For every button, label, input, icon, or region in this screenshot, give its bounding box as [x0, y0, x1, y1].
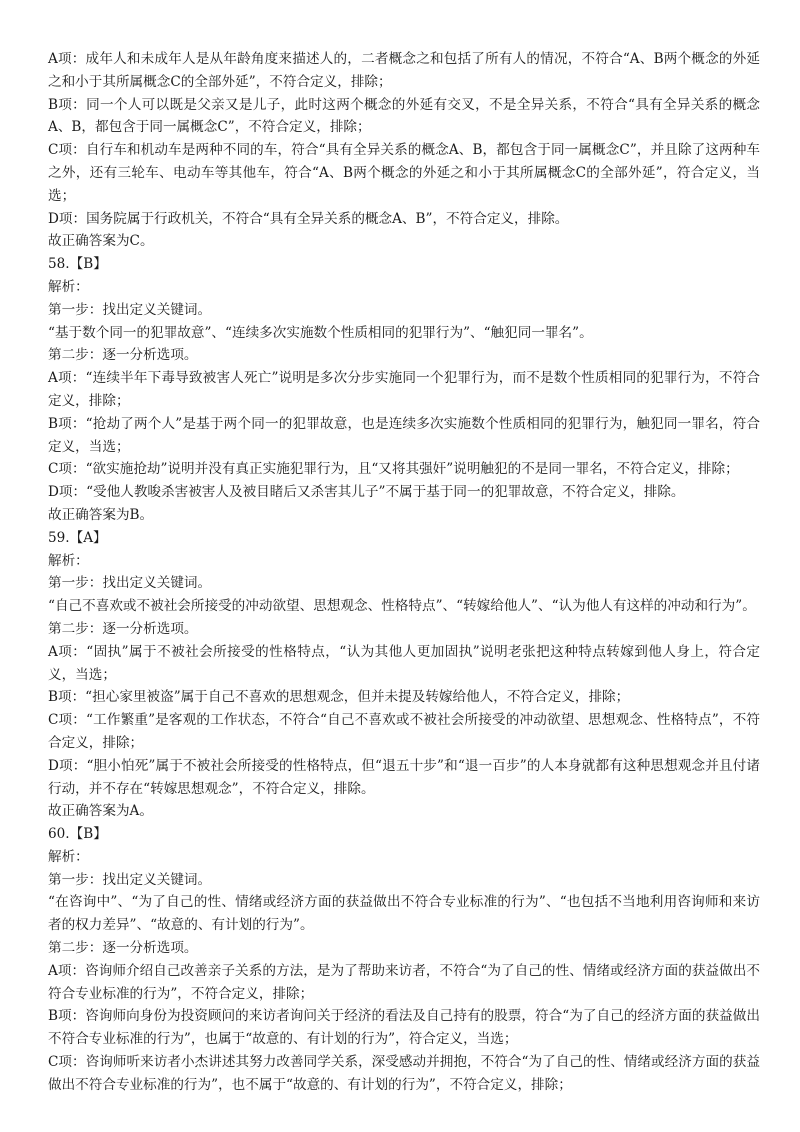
analysis-label-59: 解析： [48, 552, 89, 569]
paragraph-d-option-59: D项：“胆小怕死”属于不被社会所接受的性格特点，但“退五十步”和“退一百步”的人本身就都有这种思想观念并且付诸行动，并不存在“转嫁思想观念”，不符合定义，排除。 [48, 757, 760, 797]
step-two-60: 第二步：逐一分析选项。 [48, 940, 198, 957]
paragraph-d-option-58: D项：“受他人教唆杀害被害人及被目睹后又杀害其儿子”不属于基于同一的犯罪故意，不符合定义，排除。 [48, 484, 685, 501]
step-one-58: 第一步：找出定义关键词。 [48, 301, 212, 318]
paragraph-c-option-60: C项：咨询师听来访者小杰讲述其努力改善同学关系，深受感动并拥抱，不符合“为了自己的性、情绪或经济方面的获益做出不符合专业标准的行为”，也不属于“故意的、有计划的行为”，不符合定义，排除； [48, 1054, 760, 1093]
question-number-58: 58.【B】 [48, 256, 107, 273]
keywords-59: “自己不喜欢或不被社会所接受的冲动欲望、思想观念、性格特点”、“转嫁给他人”、“认为他人有这样的冲动和行为”。 [48, 598, 756, 615]
paragraph-a-option-58: A项：“连续半年下毒导致被害人死亡”说明是多次分步实施同一个犯罪行为，而不是数个性质相同的犯罪行为，不符合定义，排除； [48, 370, 760, 409]
answer-58: 故正确答案为B。 [48, 506, 154, 523]
paragraph-a-option-57: A项：成年人和未成年人是从年龄角度来描述人的，二者概念之和包括了所有人的情况，不符合“A、B两个概念的外延之和小于其所属概念C的全部外延”，不符合定义，排除； [48, 51, 760, 90]
keywords-60: “在咨询中”、“为了自己的性、情绪或经济方面的获益做出不符合专业标准的行为”、“也包括不当地利用咨询师和来访者的权力差异”、“故意的、有计划的行为”。 [48, 894, 760, 934]
step-one-60: 第一步：找出定义关键词。 [48, 871, 212, 888]
paragraph-c-option-59: C项：“工作繁重”是客观的工作状态，不符合“自己不喜欢或不被社会所接受的冲动欲望、思想观念、性格特点”，不符合定义，排除； [48, 712, 760, 751]
step-one-59: 第一步：找出定义关键词。 [48, 575, 212, 592]
paragraph-c-option-58: C项：“欲实施抢劫”说明并没有真正实施犯罪行为，且“又将其强奸”说明触犯的不是同一罪名，不符合定义，排除； [48, 461, 739, 478]
analysis-label-60: 解析： [48, 848, 89, 865]
paragraph-b-option-58: B项：“抢劫了两个人”是基于两个同一的犯罪故意，也是连续多次实施数个性质相同的犯罪行为，触犯同一罪名，符合定义，当选； [48, 415, 760, 455]
paragraph-d-option-57: D项：国务院属于行政机关，不符合“具有全异关系的概念A、B”，不符合定义，排除。 [48, 210, 569, 227]
paragraph-a-option-60: A项：咨询师介绍自己改善亲子关系的方法，是为了帮助来访者，不符合“为了自己的性、情绪或经济方面的获益做出不符合专业标准的行为”，不符合定义，排除； [48, 962, 760, 1002]
keywords-58: “基于数个同一的犯罪故意”、“连续多次实施数个性质相同的犯罪行为”、“触犯同一罪名”。 [48, 324, 593, 341]
paragraph-c-option-57: C项：自行车和机动车是两种不同的车，符合“具有全异关系的概念A、B，都包含于同一属概念C”，并且除了这两种车之外，还有三轮车、电动车等其他车，符合“A、B两个概念的外延之和小于其所属概念C的全部外延”，符合定义，当选； [48, 142, 760, 204]
document-page [48, 48, 760, 1097]
question-number-59: 59.【A】 [48, 529, 107, 546]
step-two-59: 第二步：逐一分析选项。 [48, 620, 198, 637]
paragraph-b-option-60: B项：咨询师向身份为投资顾问的来访者询问关于经济的看法及自己持有的股票，符合“为了自己的经济方面的获益做出不符合专业标准的行为”，也属于“故意的、有计划的行为”，符合定义，当选； [48, 1008, 760, 1048]
analysis-label-58: 解析： [48, 278, 89, 295]
paragraph-a-option-59: A项：“固执”属于不被社会所接受的性格特点，“认为其他人更加固执”说明老张把这种特点转嫁到他人身上，符合定义，当选； [48, 643, 760, 683]
paragraph-b-option-59: B项：“担心家里被盗”属于自己不喜欢的思想观念，但并未提及转嫁给他人，不符合定义，排除； [48, 689, 630, 706]
step-two-58: 第二步：逐一分析选项。 [48, 347, 198, 364]
answer-57: 故正确答案为C。 [48, 233, 154, 250]
paragraph-b-option-57: B项：同一个人可以既是父亲又是儿子，此时这两个概念的外延有交叉，不是全异关系，不符合“具有全异关系的概念A、B，都包含于同一属概念C”，不符合定义，排除； [48, 96, 760, 136]
answer-59: 故正确答案为A。 [48, 803, 153, 820]
question-number-60: 60.【B】 [48, 826, 107, 843]
